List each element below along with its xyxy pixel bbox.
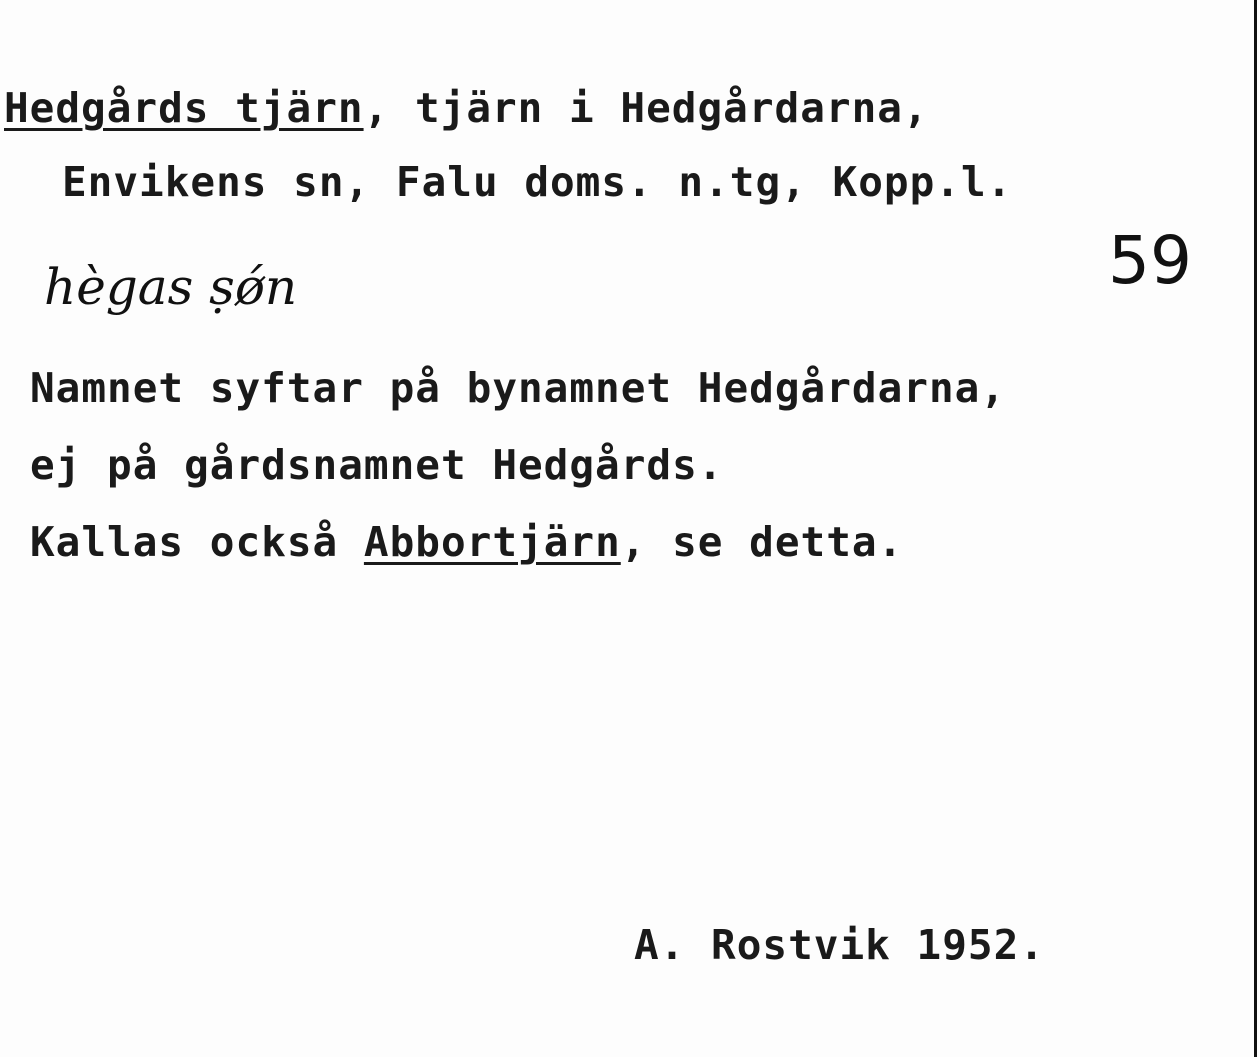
card-number: 59 [1108, 222, 1192, 299]
pronunciation: hègas ṣǿn [44, 258, 298, 316]
entry-line-5 [30, 518, 904, 566]
entry-line-4: ej på gårdsnamnet Hedgårds. [30, 441, 724, 489]
card-edge [1254, 0, 1257, 1057]
line5-start: Kallas också [30, 518, 364, 566]
entry-line-1 [4, 84, 929, 132]
cross-reference: Abbortjärn [363, 518, 621, 566]
line5-end: , se detta. [620, 518, 904, 566]
headword: Hedgårds tjärn [4, 84, 364, 132]
entry-line-3: Namnet syftar på bynamnet Hedgårdarna, [30, 364, 1006, 412]
entry-line-2: Envikens sn, Falu doms. n.tg, Kopp.l. [62, 158, 1013, 206]
signature: A. Rostvik 1952. [634, 921, 1045, 969]
headword-description: , tjärn i Hedgårdarna, [363, 84, 929, 132]
